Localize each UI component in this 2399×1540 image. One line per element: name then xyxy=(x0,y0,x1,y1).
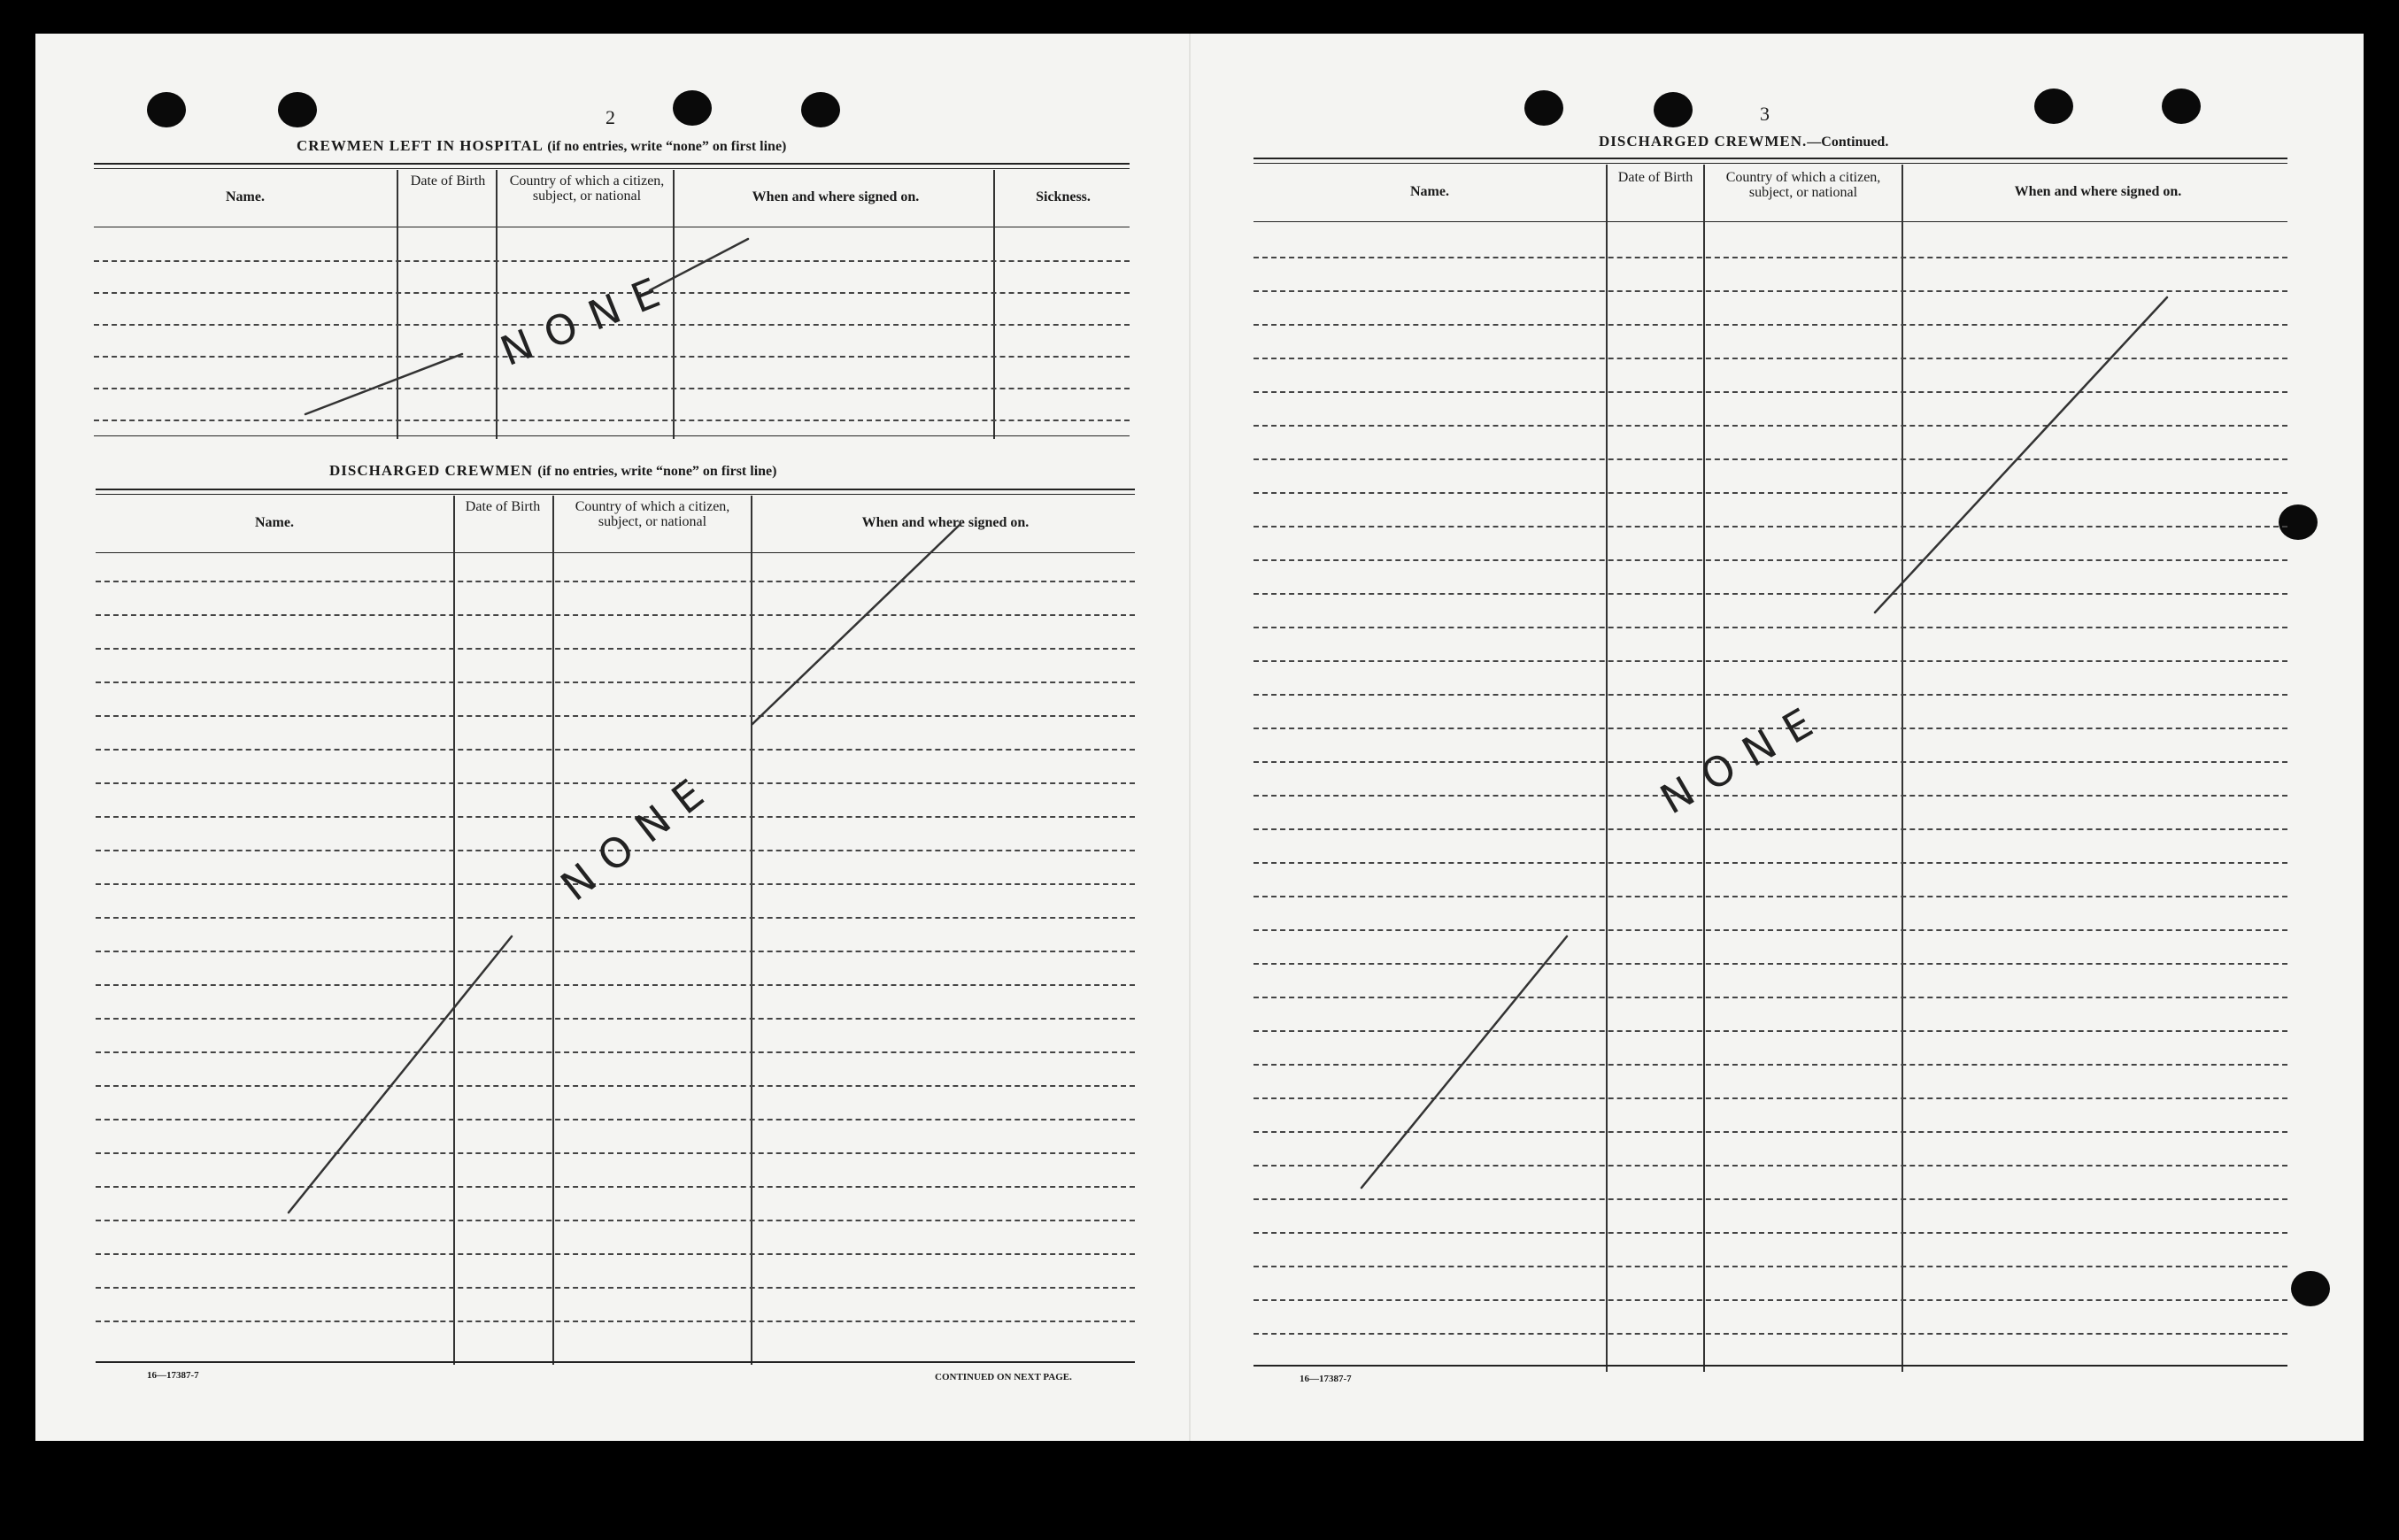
col-country: Country of which a citizen, subject, or national xyxy=(1725,170,1881,200)
discharged-section-title: DISCHARGED CREWMEN (if no entries, write “none” on first line) xyxy=(329,462,777,479)
page-number: 3 xyxy=(1760,103,1770,125)
strike-line xyxy=(289,936,512,1213)
col-date-of-birth: Date of Birth xyxy=(410,173,486,189)
col-date-of-birth: Date of Birth xyxy=(1617,170,1693,185)
col-country: Country of which a citizen, subject, or national xyxy=(575,499,730,529)
strike-line xyxy=(650,239,748,290)
col-name: Name. xyxy=(1410,184,1449,199)
strike-line xyxy=(1361,936,1567,1188)
col-signed-on: When and where signed on. xyxy=(861,515,1030,530)
handwritten-none: NONE xyxy=(552,759,726,911)
handwritten-none: NONE xyxy=(1652,690,1834,824)
form-number: 16—17387-7 xyxy=(1300,1374,1352,1384)
col-country: Country of which a citizen, subject, or national xyxy=(509,173,665,204)
col-name: Name. xyxy=(226,189,265,204)
form-number: 16—17387-7 xyxy=(147,1370,199,1381)
page-number: 2 xyxy=(606,106,615,128)
discharged-continued-title: DISCHARGED CREWMEN.—Continued. xyxy=(1599,133,1889,150)
col-sickness: Sickness. xyxy=(1036,189,1091,204)
col-signed-on: When and where signed on. xyxy=(752,189,920,204)
strike-line xyxy=(1875,297,2167,612)
col-date-of-birth: Date of Birth xyxy=(465,499,541,514)
handwritten-none: NONE xyxy=(493,262,682,376)
col-signed-on: When and where signed on. xyxy=(2014,184,2182,199)
col-name: Name. xyxy=(255,515,294,530)
continued-note: CONTINUED ON NEXT PAGE. xyxy=(935,1372,1072,1382)
strike-line xyxy=(305,354,462,414)
hospital-section-title: CREWMEN LEFT IN HOSPITAL (if no entries, write “none” on first line) xyxy=(297,137,787,154)
strike-line xyxy=(752,524,960,724)
